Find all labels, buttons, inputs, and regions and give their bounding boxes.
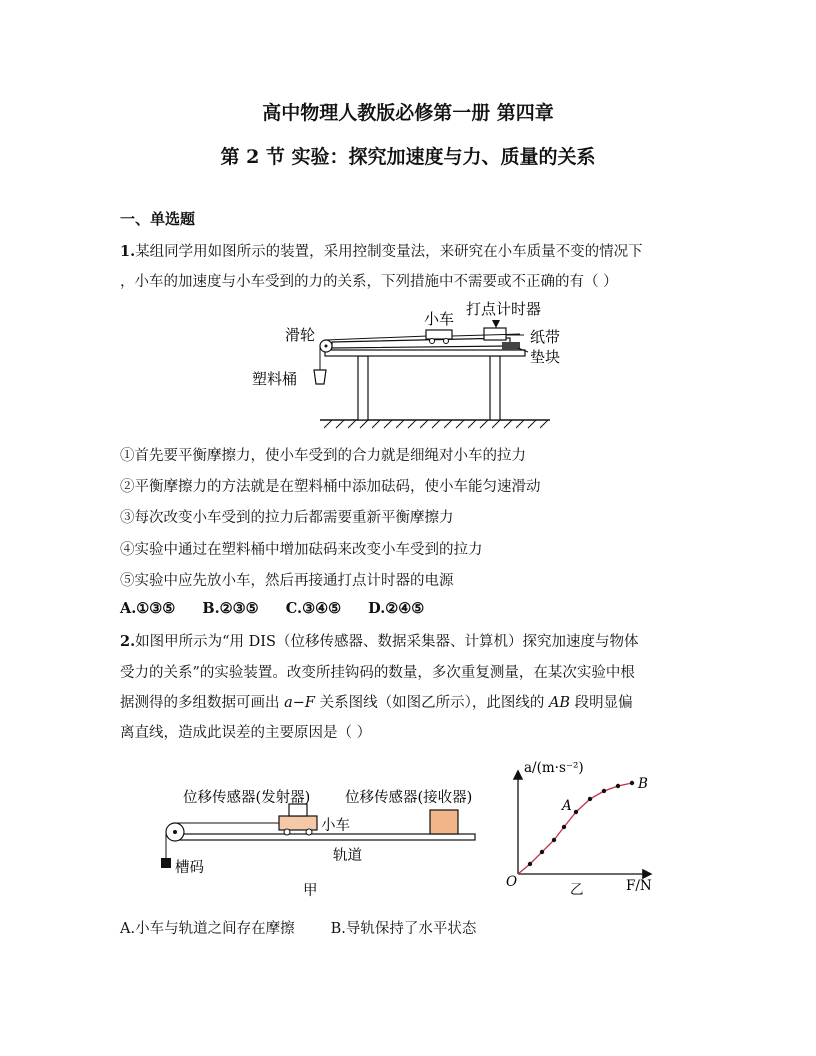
q2-number: 2. (120, 633, 136, 650)
label-block: 垫块 (530, 348, 561, 366)
point-a-label: A (562, 798, 572, 814)
q2-choice-a[interactable]: A.小车与轨道之间存在摩擦 (120, 921, 295, 937)
caption-jia: 甲 (303, 883, 318, 899)
point-b-label: B (638, 776, 648, 792)
q1-choice-b[interactable]: B.②③⑤ (202, 600, 259, 617)
q1-statement-2: ②平衡摩擦力的方法就是在塑料桶中添加砝码，使小车能匀速滑动 (120, 479, 541, 495)
q1-choices (120, 600, 446, 617)
q1-apparatus-figure (240, 298, 580, 430)
label-tape: 纸带 (530, 328, 561, 346)
caption-yi: 乙 (570, 882, 584, 898)
q1-statement-4: ④实验中通过在塑料桶中增加砝码来改变小车受到的拉力 (120, 542, 483, 558)
label-cart: 小车 (424, 310, 455, 328)
q1-stem-2: ，小车的加速度与小车受到的力的关系，下列措施中不需要或不正确的有（ ） (120, 274, 618, 290)
q2-stem-3b: 关系图线（如图乙所示），此图线的 (314, 695, 549, 711)
label-cart-2: 小车 (321, 818, 350, 834)
label-pulley: 滑轮 (285, 326, 316, 344)
page-subtitle: 第 2 节 实验：探究加速度与力、质量的关系 (220, 146, 596, 168)
label-weight: 槽码 (175, 860, 204, 876)
q2-stem-2: 受力的关系”的实验装置。改变所挂钩码的数量，多次重复测量，在某次实验中根 (120, 665, 635, 681)
q2-stem-3a: 据测得的多组数据可画出 (120, 695, 285, 711)
q1-choice-a[interactable]: A.①③⑤ (120, 600, 176, 617)
q2-stem-3 (120, 691, 633, 712)
q2-figure-a (155, 780, 485, 900)
section-heading: 一、单选题 (120, 210, 196, 228)
label-receiver: 位移传感器(接收器) (345, 790, 473, 806)
q2-stem-3c: 段明显偏 (570, 695, 633, 711)
origin-label: O (506, 874, 518, 890)
q1-number: 1. (120, 243, 136, 260)
x-axis-label: F/N (626, 878, 652, 894)
q2-stem-1: 如图甲所示为“用 DIS（位移传感器、数据采集器、计算机）探究加速度与物体 (135, 634, 639, 650)
y-axis-label: a/(m·s⁻²) (524, 760, 584, 776)
q2-math-ab: AB (548, 695, 571, 711)
label-emitter: 位移传感器(发射器) (183, 790, 311, 806)
q1-choice-d[interactable]: D.②④⑤ (368, 600, 425, 617)
label-timer: 打点计时器 (466, 300, 542, 318)
q1-line-1 (120, 240, 643, 261)
q1-choice-c[interactable]: C.③④⑤ (285, 600, 342, 617)
label-bucket: 塑料桶 (252, 370, 298, 388)
q2-math-af: a−F (284, 695, 315, 711)
q2-choice-b[interactable]: B.导轨保持了水平状态 (330, 921, 477, 937)
page-title: 高中物理人教版必修第一册 第四章 (262, 102, 554, 124)
q2-stem-4: 离直线，造成此误差的主要原因是（ ） (120, 725, 372, 741)
q2-line-1 (120, 630, 638, 651)
q1-statement-1: ①首先要平衡摩擦力，使小车受到的合力就是细绳对小车的拉力 (120, 448, 526, 464)
label-track: 轨道 (333, 848, 362, 864)
q2-figure-b (498, 752, 668, 900)
q1-stem-1: 某组同学用如图所示的装置，采用控制变量法，来研究在小车质量不变的情况下 (135, 244, 643, 260)
q2-choices (120, 917, 476, 938)
q1-statement-5: ⑤实验中应先放小车，然后再接通打点计时器的电源 (120, 573, 454, 589)
q1-statement-3: ③每次改变小车受到的拉力后都需要重新平衡摩擦力 (120, 510, 454, 526)
